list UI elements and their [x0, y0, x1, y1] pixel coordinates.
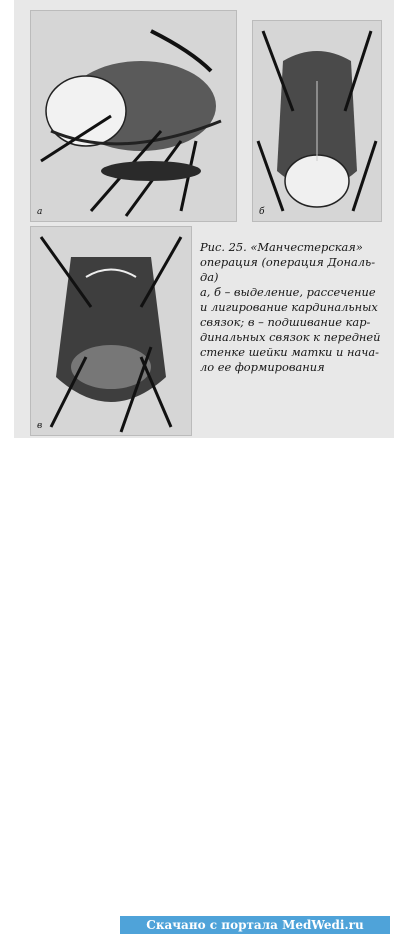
figure-b-illustration: [252, 20, 382, 222]
figure-label-b: б: [259, 207, 265, 217]
caption-line: операция (операция Дональ-: [200, 255, 376, 269]
caption-line: динальных связок к передней: [200, 330, 381, 344]
download-watermark-banner: Скачано с портала MedWedi.ru: [120, 916, 390, 934]
caption-line: да): [200, 270, 219, 284]
caption-line: и лигирование кардинальных: [200, 300, 378, 314]
caption-line: связок; в – подшивание кар-: [200, 315, 371, 329]
surgical-drawing-b: [253, 21, 381, 221]
caption-line: ло ее формирования: [200, 360, 325, 374]
figure-c-illustration: [30, 226, 192, 436]
caption-line: Рис. 25. «Манчестерская»: [200, 240, 363, 254]
surgical-drawing-c: [31, 227, 191, 435]
figure-label-c: в: [37, 421, 43, 431]
caption-line: стенке шейки матки и нача-: [200, 345, 379, 359]
caption-line: а, б – выделение, рассечение: [200, 285, 376, 299]
surgical-drawing-a: [31, 11, 236, 221]
figure-label-a: а: [37, 207, 43, 217]
figure-caption: [200, 240, 392, 375]
figure-a-illustration: [30, 10, 237, 222]
